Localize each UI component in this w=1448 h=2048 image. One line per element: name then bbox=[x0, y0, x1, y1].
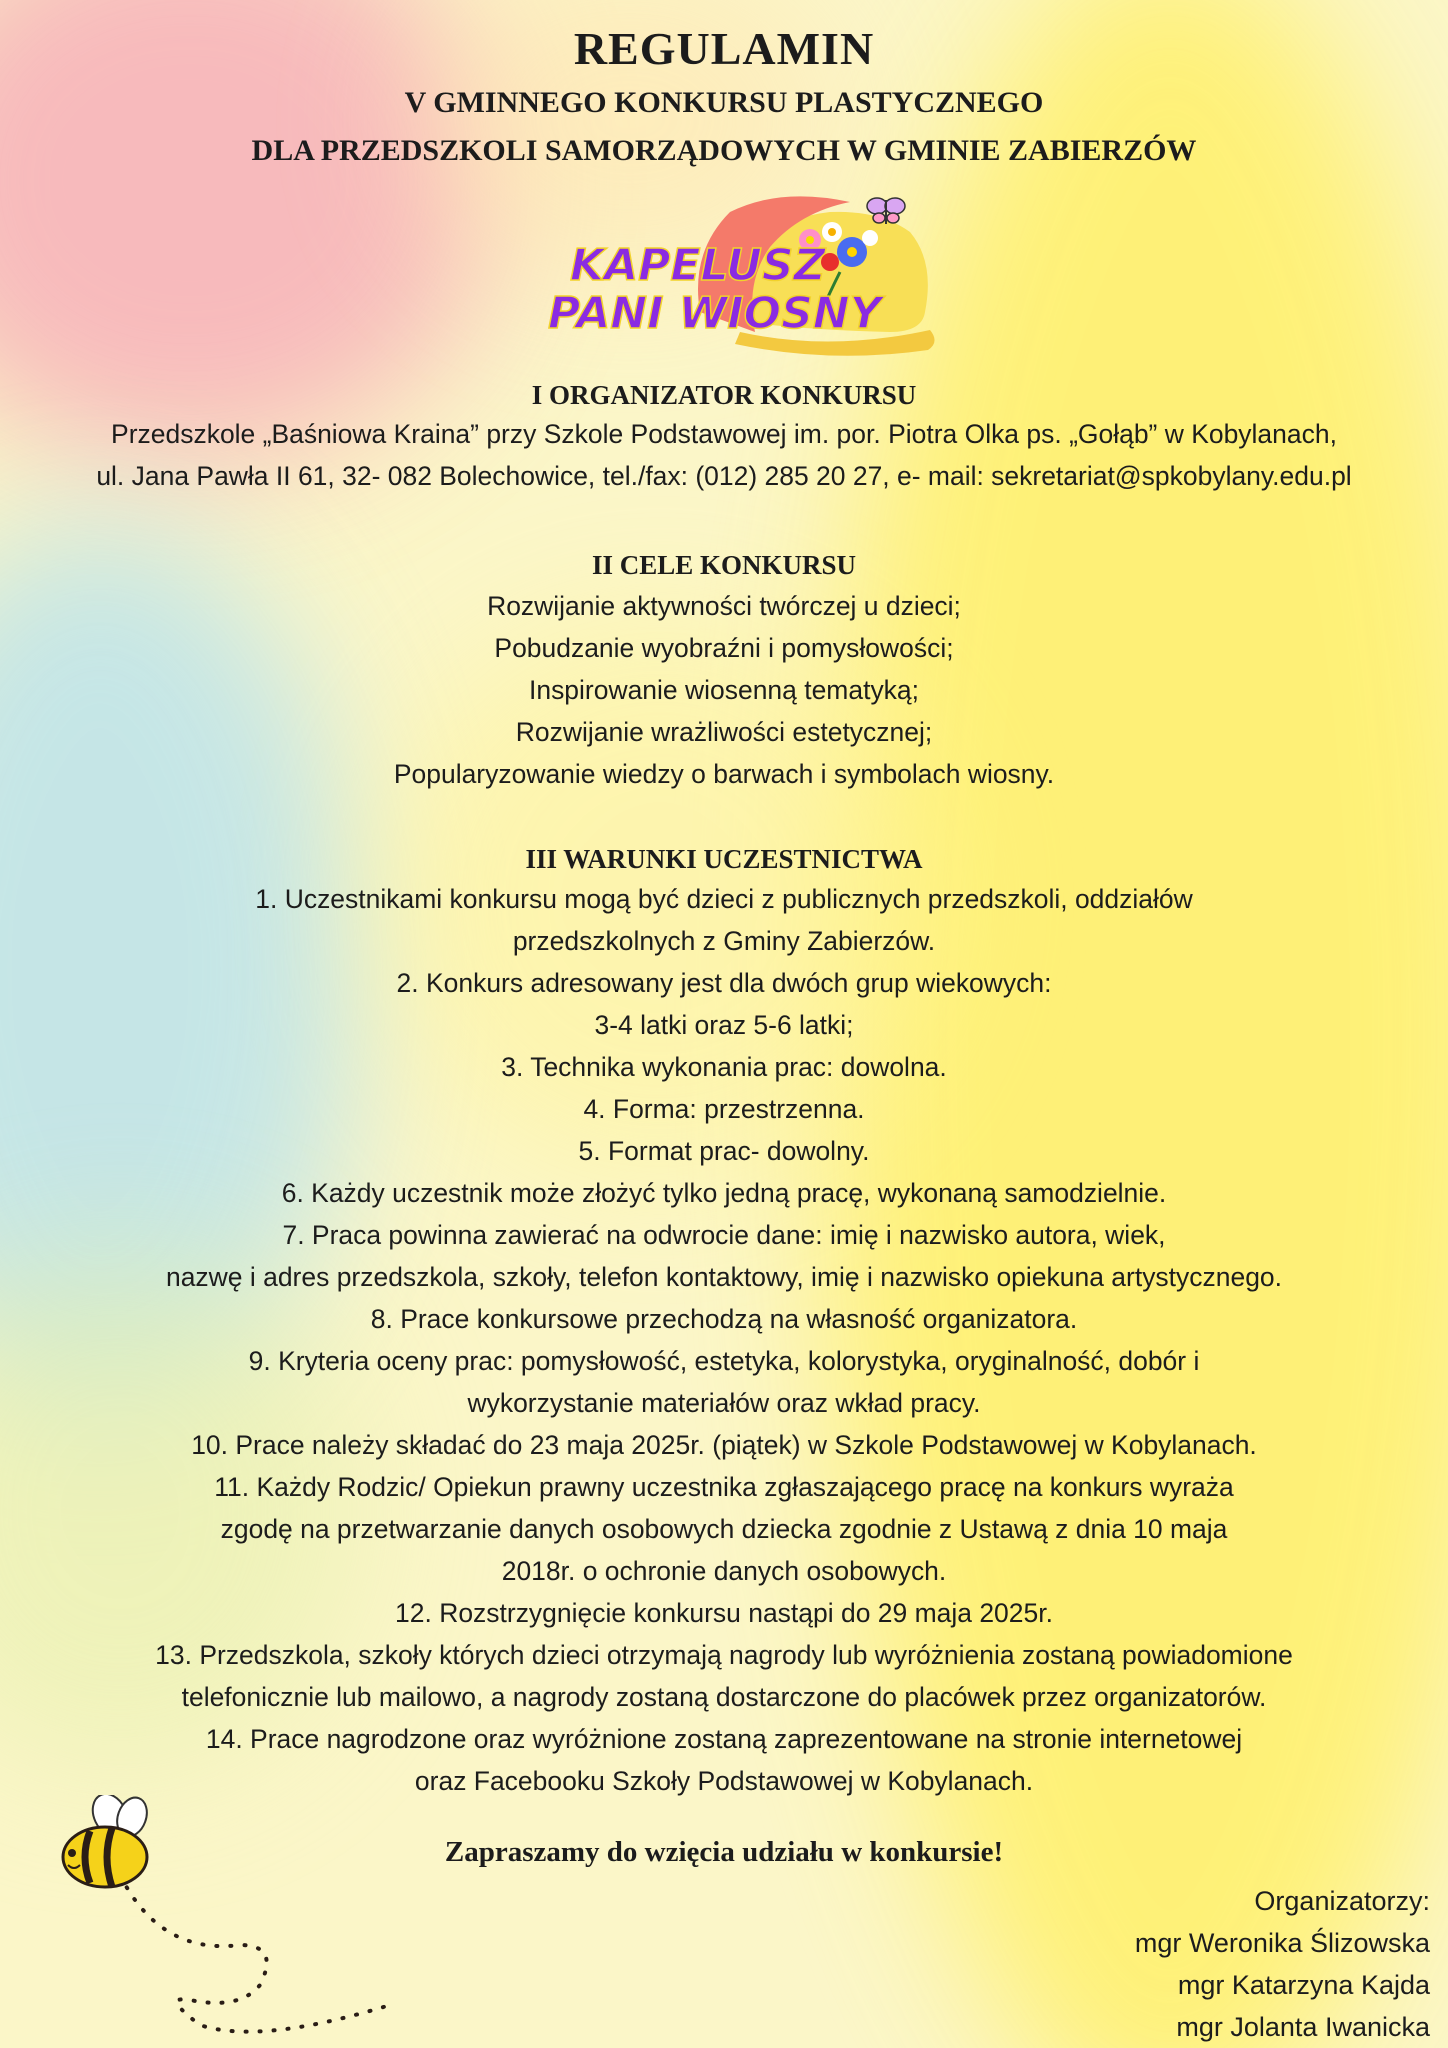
goal-line: Rozwijanie aktywności twórczej u dzieci; bbox=[487, 591, 961, 621]
section-heading-conditions: III WARUNKI UCZESTNICTWA bbox=[525, 844, 923, 874]
goal-line: Inspirowanie wiosenną tematyką; bbox=[528, 675, 920, 705]
organizer-name: mgr Weronika Ślizowska bbox=[1134, 1928, 1430, 1958]
condition-line: zgodę na przetwarzanie danych osobowych dziecka zgodnie z Ustawą z dnia 10 maja bbox=[220, 1514, 1228, 1544]
condition-line: 3-4 latki oraz 5-6 latki; bbox=[594, 1010, 854, 1040]
condition-line: 13. Przedszkola, szkoły których dzieci otrzymają nagrody lub wyróżnienia zostaną powiadomione bbox=[155, 1640, 1293, 1670]
condition-line: 3. Technika wykonania prac: dowolna. bbox=[501, 1052, 947, 1082]
condition-line: 1. Uczestnikami konkursu mogą być dzieci z publicznych przedszkoli, oddziałów bbox=[255, 884, 1193, 914]
condition-line: 2. Konkurs adresowany jest dla dwóch grup wiekowych: bbox=[396, 968, 1052, 998]
condition-line: 14. Prace nagrodzone oraz wyróżnione zostaną zaprezentowane na stronie internetowej bbox=[205, 1724, 1243, 1754]
condition-line: 9. Kryteria oceny prac: pomysłowość, estetyka, kolorystyka, oryginalność, dobór i bbox=[248, 1346, 1200, 1376]
document-title: REGULAMIN bbox=[573, 23, 875, 74]
document-subtitle-line-1: V GMINNEGO KONKURSU PLASTYCZNEGO bbox=[404, 86, 1044, 119]
logo-line-1: KAPELUSZ bbox=[570, 240, 826, 291]
section-heading-organizer: I ORGANIZATOR KONKURSU bbox=[531, 380, 917, 410]
bee-icon bbox=[50, 1795, 420, 2045]
invitation-text: Zapraszamy do wzięcia udziału w konkursie! bbox=[444, 1836, 1004, 1868]
organizer-line: ul. Jana Pawła II 61, 32- 082 Bolechowice, tel./fax: (012) 285 20 27, e- mail: sekretariat@spkobylany.edu.pl bbox=[96, 461, 1352, 491]
condition-line: 6. Każdy uczestnik może złożyć tylko jedną pracę, wykonaną samodzielnie. bbox=[281, 1178, 1167, 1208]
condition-line: 4. Forma: przestrzenna. bbox=[583, 1094, 865, 1124]
goal-line: Popularyzowanie wiedzy o barwach i symbolach wiosny. bbox=[393, 759, 1055, 789]
condition-line: 2018r. o ochronie danych osobowych. bbox=[501, 1556, 947, 1586]
organizer-name: mgr Jolanta Iwanicka bbox=[1176, 2012, 1430, 2042]
spring-hat-icon bbox=[530, 192, 950, 362]
section-heading-goals: II CELE KONKURSU bbox=[591, 550, 857, 580]
signature-label: Organizatorzy: bbox=[1254, 1886, 1430, 1916]
organizer-line: Przedszkole „Baśniowa Kraina” przy Szkole Podstawowej im. por. Piotra Olka ps. „Gołąb” w Kobylanach, bbox=[111, 419, 1337, 449]
condition-line: 5. Format prac- dowolny. bbox=[578, 1136, 870, 1166]
organizers-signature bbox=[1135, 1880, 1430, 2048]
condition-line: 10. Prace należy składać do 23 maja 2025r. (piątek) w Szkole Podstawowej w Kobylanach. bbox=[191, 1430, 1257, 1460]
condition-line: 11. Każdy Rodzic/ Opiekun prawny uczestnika zgłaszającego pracę na konkurs wyraża bbox=[214, 1472, 1234, 1502]
condition-line: nazwę i adres przedszkola, szkoły, telefon kontaktowy, imię i nazwisko opiekuna artystycznego. bbox=[165, 1262, 1283, 1292]
condition-line: oraz Facebooku Szkoły Podstawowej w Kobylanach. bbox=[414, 1766, 1034, 1796]
condition-line: przedszkolnych z Gminy Zabierzów. bbox=[512, 926, 936, 956]
condition-line: 7. Praca powinna zawierać na odwrocie dane: imię i nazwisko autora, wiek, bbox=[282, 1220, 1166, 1250]
goal-line: Rozwijanie wrażliwości estetycznej; bbox=[515, 717, 933, 747]
condition-line: 12. Rozstrzygnięcie konkursu nastąpi do 29 maja 2025r. bbox=[395, 1598, 1053, 1628]
goal-line: Pobudzanie wyobraźni i pomysłowości; bbox=[494, 633, 954, 663]
document-subtitle-line-2: DLA PRZEDSZKOLI SAMORZĄDOWYCH W GMINIE ZABIERZÓW bbox=[251, 134, 1197, 167]
organizer-name: mgr Katarzyna Kajda bbox=[1177, 1970, 1430, 2000]
condition-line: 8. Prace konkursowe przechodzą na własność organizatora. bbox=[370, 1304, 1078, 1334]
condition-line: telefonicznie lub mailowo, a nagrody zostaną dostarczone do placówek przez organizatorów. bbox=[181, 1682, 1267, 1712]
condition-line: wykorzystanie materiałów oraz wkład pracy. bbox=[467, 1388, 981, 1418]
logo-line-2: PANI WIOSNY bbox=[548, 288, 882, 339]
